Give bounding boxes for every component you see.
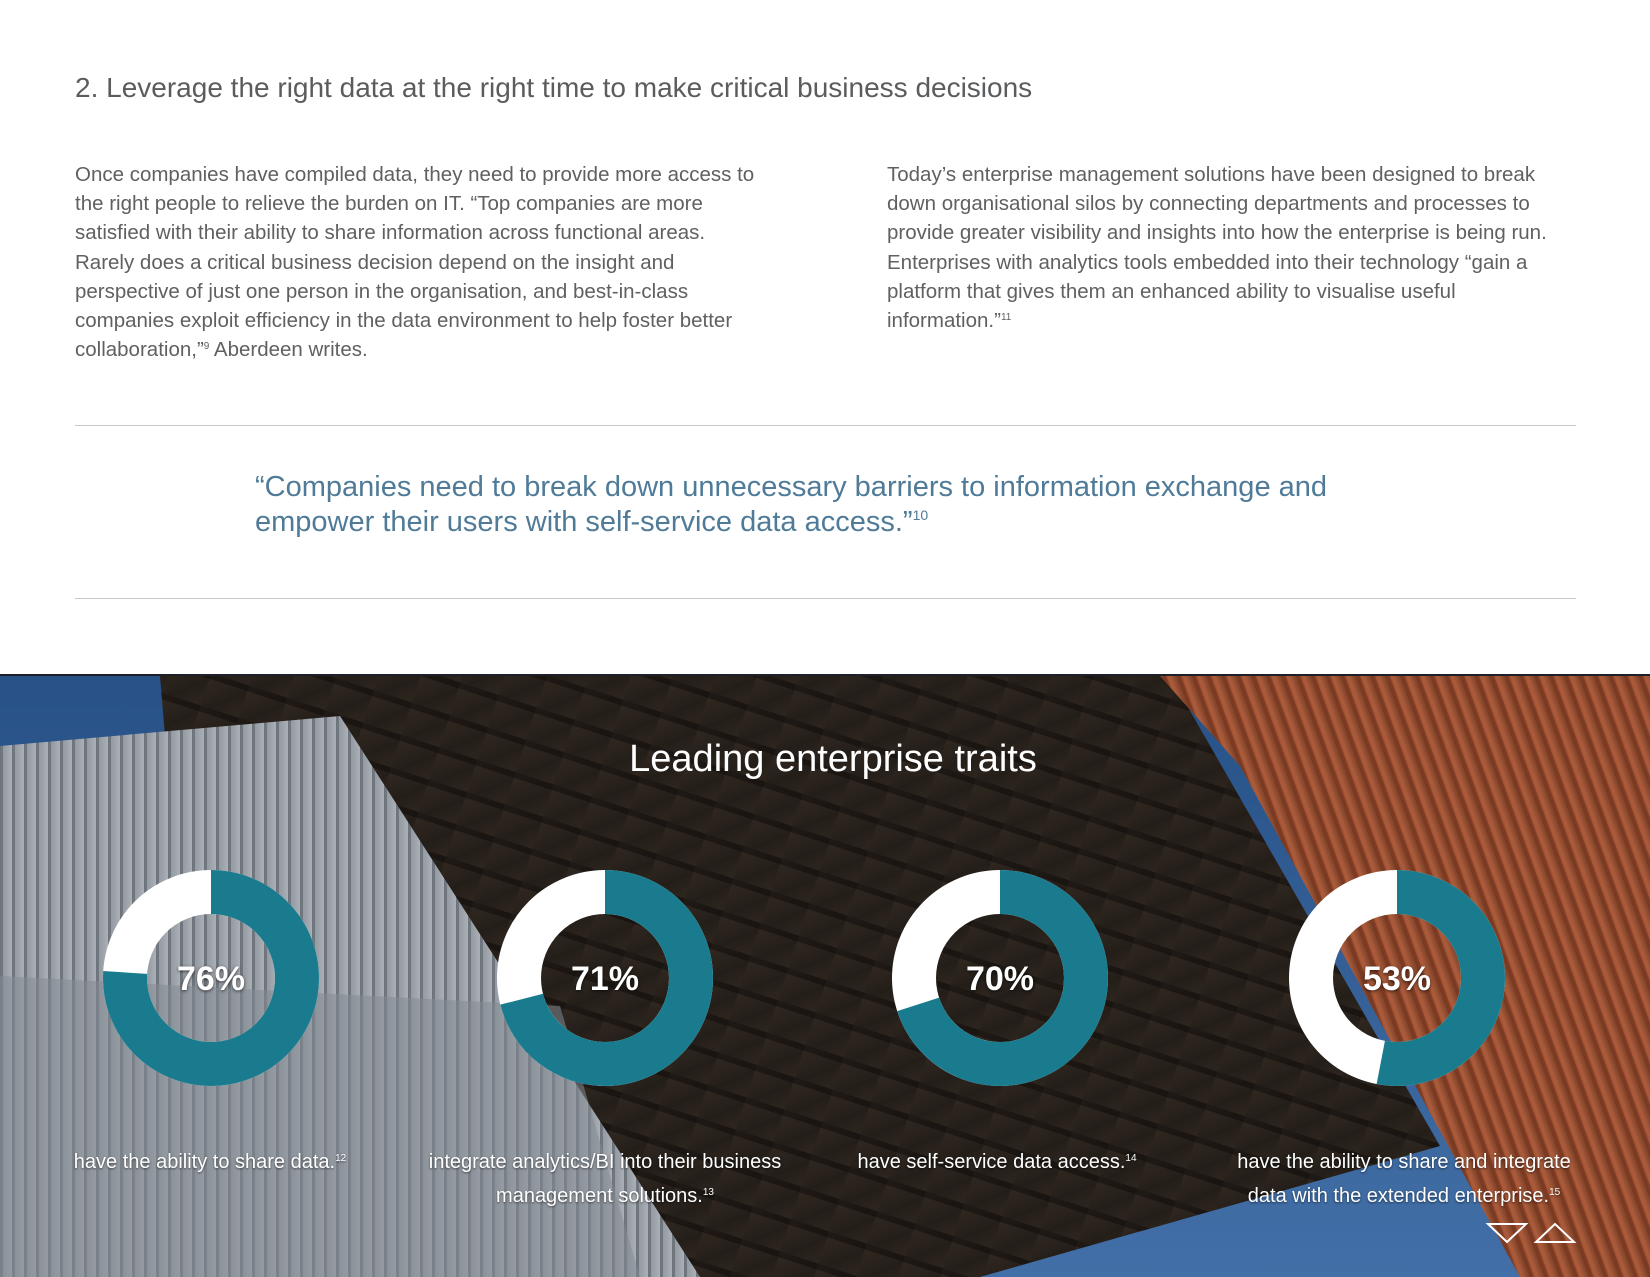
pull-quote bbox=[255, 470, 1415, 540]
trait-stat bbox=[850, 868, 1150, 1088]
left-paragraph bbox=[75, 160, 765, 364]
next-page-icon[interactable] bbox=[1533, 1221, 1577, 1250]
previous-page-icon[interactable] bbox=[1485, 1221, 1529, 1250]
trait-caption-text: have self-service data access. bbox=[857, 1151, 1126, 1173]
divider-top bbox=[75, 425, 1576, 426]
traits-title: Leading enterprise traits bbox=[629, 738, 1037, 780]
right-paragraph bbox=[887, 160, 1577, 335]
trait-caption-text: have the ability to share and integrate data with the extended enterprise. bbox=[1237, 1151, 1571, 1207]
trait-caption-text: integrate analytics/BI into their business management solutions. bbox=[428, 1151, 782, 1207]
footnote-ref[interactable]: 10 bbox=[912, 507, 929, 523]
footnote-ref[interactable]: 12 bbox=[335, 1153, 347, 1164]
footnote-ref[interactable]: 11 bbox=[1000, 312, 1012, 324]
footnote-ref[interactable]: 15 bbox=[1549, 1187, 1561, 1198]
right-paragraph-text: Today’s enterprise management solutions have been designed to break down organisational silos by connecting departments and processes to provide greater visibility and insights into how the enterprise is being run. Enterprises with analytics tools embedded into their technology “gain a platform that gives them an enhanced ability to visualise useful information.” bbox=[887, 163, 1547, 333]
footnote-ref[interactable]: 13 bbox=[702, 1187, 714, 1198]
trait-caption bbox=[30, 1145, 390, 1179]
left-paragraph-tail: Aberdeen writes. bbox=[209, 338, 368, 362]
trait-stat bbox=[61, 868, 361, 1088]
footnote-ref[interactable]: 14 bbox=[1125, 1153, 1137, 1164]
trait-caption-text: have the ability to share data. bbox=[73, 1151, 336, 1173]
percent-value: 71% bbox=[570, 960, 640, 998]
percent-value: 53% bbox=[1362, 960, 1432, 998]
footnote-ref[interactable]: 9 bbox=[203, 341, 210, 353]
section-heading: 2. Leverage the right data at the right time to make critical business decisions bbox=[75, 72, 1033, 103]
trait-caption bbox=[1224, 1145, 1584, 1213]
page-navigation bbox=[1485, 1221, 1577, 1250]
trait-stat bbox=[1247, 868, 1547, 1088]
pull-quote-text: “Companies need to break down unnecessary barriers to information exchange and empower their users with self-service data access.” bbox=[255, 471, 1328, 538]
divider-bottom bbox=[75, 598, 1576, 599]
trait-stat bbox=[455, 868, 755, 1088]
left-paragraph-text: Once companies have compiled data, they need to provide more access to the right people to relieve the burden on IT. “Top companies are more satisfied with their ability to share information across functional areas. Rarely does a critical business decision depend on the insight and perspective of just one person in the organisation, and best-in-class companies exploit efficiency in the data environment to help foster better collaboration,” bbox=[75, 163, 755, 362]
percent-value: 70% bbox=[965, 960, 1035, 998]
trait-caption bbox=[817, 1145, 1177, 1179]
trait-caption bbox=[425, 1145, 785, 1213]
percent-value: 76% bbox=[176, 960, 246, 998]
